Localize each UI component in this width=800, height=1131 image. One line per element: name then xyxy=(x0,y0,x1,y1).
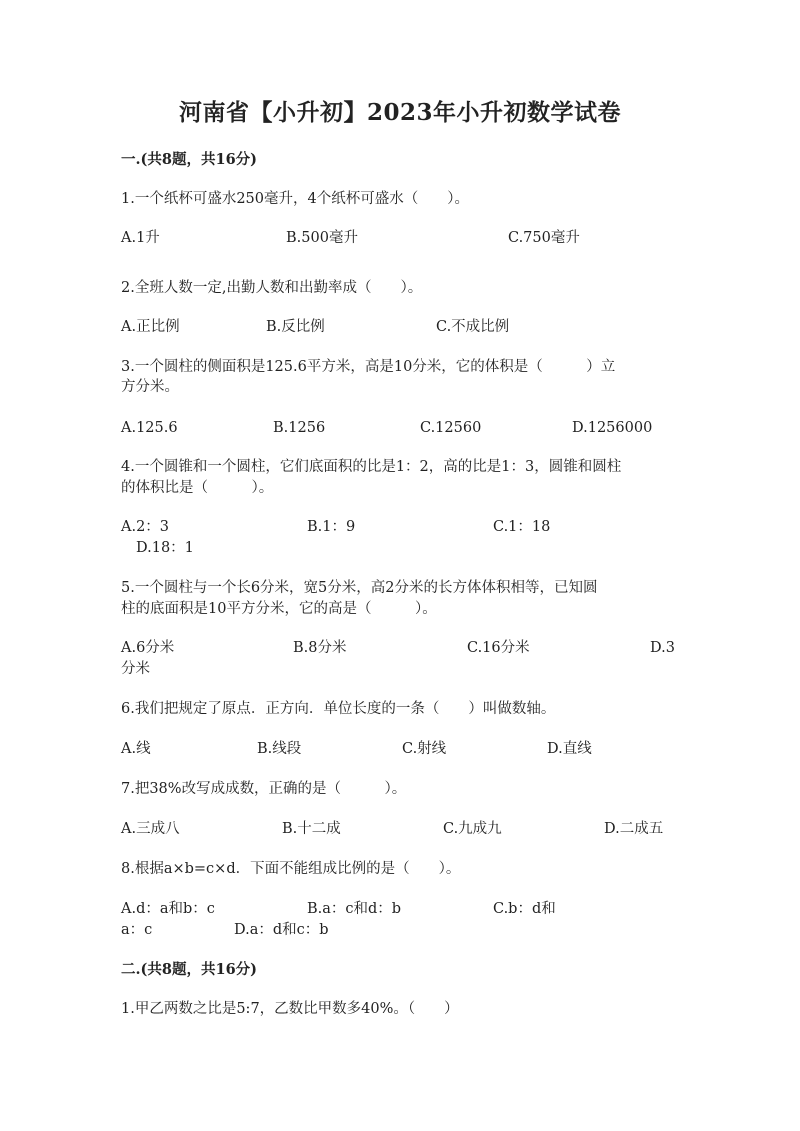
question-text: 2.全班人数一定,出勤人数和出勤率成（ ）。 xyxy=(121,280,423,296)
option-b: B.1256 xyxy=(273,420,326,436)
question-text: 4.一个圆锥和一个圆柱，它们底面积的比是1：2，高的比是1：3，圆锥和圆柱 xyxy=(121,459,622,475)
question-text: 6.我们把规定了原点．正方向．单位长度的一条（ ）叫做数轴。 xyxy=(121,701,556,717)
option-b: B.十二成 xyxy=(282,821,341,837)
option-c: C.12560 xyxy=(420,420,482,436)
option-d: D.1256000 xyxy=(572,420,653,436)
option-a: A.三成八 xyxy=(121,821,180,837)
option-d: D.二成五 xyxy=(604,821,664,837)
option-d: D.18：1 xyxy=(136,540,194,556)
question-text-continued: 的体积比是（ ）。 xyxy=(121,480,274,496)
option-b: B.线段 xyxy=(257,741,302,757)
option-c: C.不成比例 xyxy=(436,319,510,335)
option-c: C.射线 xyxy=(402,741,447,757)
option-c-continued: a：c xyxy=(121,922,153,938)
option-c: C.1：18 xyxy=(493,519,551,535)
option-a: A.6分米 xyxy=(121,640,175,656)
question-text: 1.甲乙两数之比是5:7，乙数比甲数多40%。（ ） xyxy=(121,1001,459,1017)
option-c: C.b：d和 xyxy=(493,901,556,917)
option-b: B.a：c和d：b xyxy=(307,901,402,917)
option-a: A.1升 xyxy=(121,230,160,246)
option-c: C.16分米 xyxy=(467,640,530,656)
page-title: 河南省【小升初】2023年小升初数学试卷 xyxy=(178,99,621,126)
option-d: D.a：d和c：b xyxy=(234,922,329,938)
question-text-continued: 柱的底面积是10平方分米，它的高是（ ）。 xyxy=(121,601,437,617)
option-a: A.2：3 xyxy=(121,519,170,535)
option-a: A.d：a和b：c xyxy=(121,901,215,917)
option-c: C.九成九 xyxy=(443,821,502,837)
question-text-continued: 方分米。 xyxy=(121,379,179,395)
question-text: 7.把38%改写成成数，正确的是（ ）。 xyxy=(121,781,407,797)
option-a: A.正比例 xyxy=(121,319,180,335)
option-b: B.8分米 xyxy=(293,640,347,656)
option-d: D.直线 xyxy=(547,741,592,757)
option-a: A.线 xyxy=(121,741,151,757)
option-a: A.125.6 xyxy=(121,420,178,436)
question-text: 3.一个圆柱的侧面积是125.6平方米，高是10分米，它的体积是（ ）立 xyxy=(121,359,616,375)
option-d-continued: 分米 xyxy=(121,661,150,677)
option-b: B.反比例 xyxy=(266,319,325,335)
option-c: C.750毫升 xyxy=(508,230,580,246)
option-d: D.3 xyxy=(650,640,675,656)
section-heading: 一.(共8题，共16分) xyxy=(121,151,258,168)
question-text: 1.一个纸杯可盛水250毫升，4个纸杯可盛水（ ）。 xyxy=(121,191,469,207)
question-text: 8.根据a×b=c×d．下面不能组成比例的是（ ）。 xyxy=(121,861,461,877)
section-heading: 二.(共8题，共16分) xyxy=(121,961,258,978)
option-b: B.500毫升 xyxy=(286,230,358,246)
option-b: B.1：9 xyxy=(307,519,356,535)
question-text: 5.一个圆柱与一个长6分米，宽5分米，高2分米的长方体体积相等，已知圆 xyxy=(121,580,598,596)
